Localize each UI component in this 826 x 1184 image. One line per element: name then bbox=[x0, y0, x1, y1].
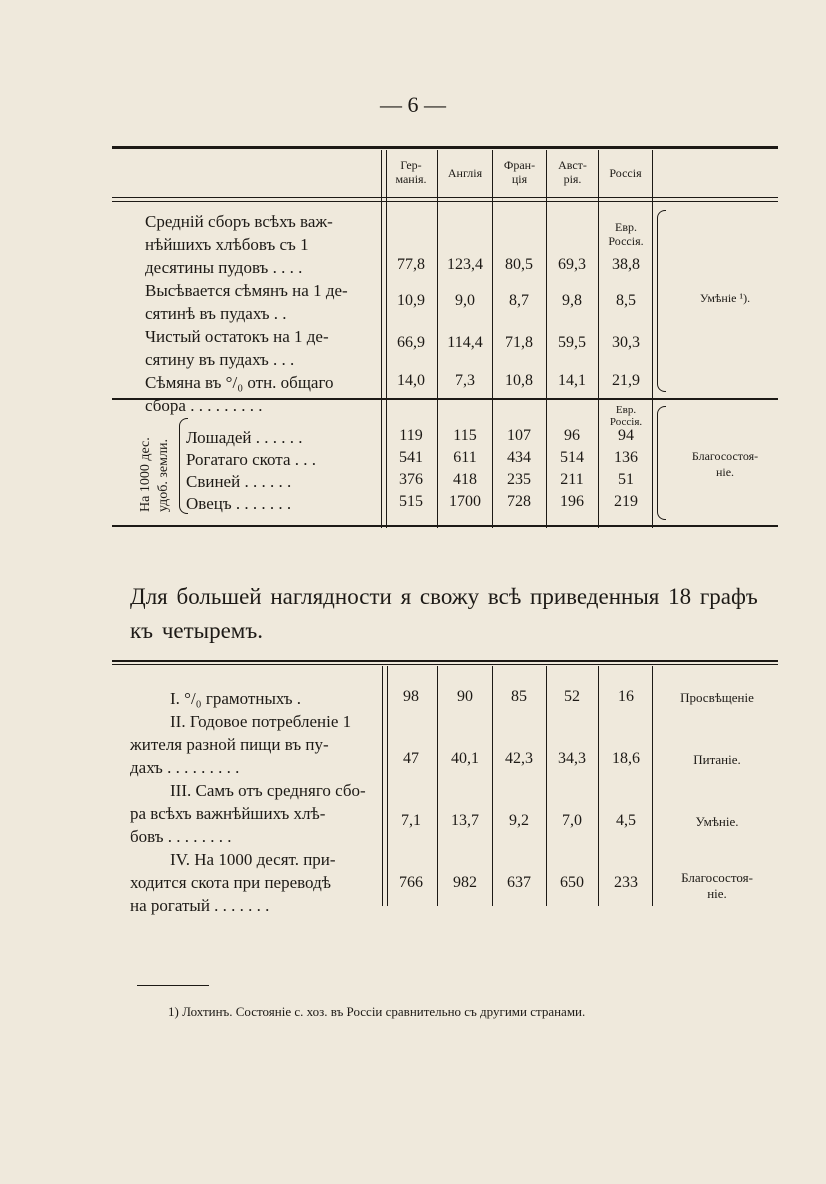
table-cell: 434 bbox=[507, 449, 531, 466]
table-cell: 94 bbox=[618, 427, 634, 444]
table-cell: 637 bbox=[507, 874, 531, 891]
row-label: Чистый остатокъ на 1 де- bbox=[145, 327, 329, 346]
footnote-rule bbox=[137, 985, 209, 986]
table-cell: 13,7 bbox=[451, 812, 479, 829]
column-header-england: Англія bbox=[447, 166, 483, 180]
row-label: Рогатаго скота . . . bbox=[186, 450, 316, 469]
table-cell: 136 bbox=[614, 449, 638, 466]
row-label: бовъ . . . . . . . . bbox=[130, 827, 232, 846]
table-cell: 123,4 bbox=[447, 256, 483, 273]
table-cell: 10,8 bbox=[505, 372, 533, 389]
footnote bbox=[168, 1004, 585, 1020]
header-rule-2 bbox=[112, 201, 778, 202]
row-label: II. Годовое потребленіе 1 bbox=[170, 712, 352, 731]
row-label: Средній сборъ всѣхъ важ- bbox=[145, 212, 333, 231]
table-cell: 119 bbox=[399, 427, 423, 444]
row-label: ра всѣхъ важнѣйшихъ хлѣ- bbox=[130, 804, 326, 823]
table-cell: 80,5 bbox=[505, 256, 533, 273]
table-cell: 219 bbox=[614, 493, 638, 510]
table-cell: 982 bbox=[453, 874, 477, 891]
column-header-france: Фран- ція bbox=[503, 158, 536, 186]
row-label: сятинѣ въ пудахъ . . bbox=[145, 304, 287, 323]
table-cell: 7,3 bbox=[455, 372, 475, 389]
table-cell: 728 bbox=[507, 493, 531, 510]
table-cell: 77,8 bbox=[397, 256, 425, 273]
table-cell: 8,7 bbox=[509, 292, 529, 309]
table-cell: 514 bbox=[560, 449, 584, 466]
table-cell: 21,9 bbox=[612, 372, 640, 389]
russia-note: Евр. Россія. bbox=[609, 404, 643, 428]
footnote-text: Лохтинъ. Состояніе с. хоз. въ Россіи сравнительно съ другими странами. bbox=[182, 1004, 586, 1019]
table-cell: 16 bbox=[618, 688, 634, 705]
row-label: Высѣвается сѣмянъ на 1 де- bbox=[145, 281, 348, 300]
table-cell: 376 bbox=[399, 471, 423, 488]
table-cell: 211 bbox=[560, 471, 584, 488]
column-header-russia: Россія bbox=[609, 166, 642, 180]
table-top-rule bbox=[112, 146, 778, 149]
row-label: IV. На 1000 десят. при- bbox=[170, 850, 336, 869]
row-label: Сѣмяна въ °/₀ отн. общаго bbox=[145, 373, 334, 392]
column-header-austria: Авст- рія. bbox=[558, 158, 587, 186]
table-cell: 107 bbox=[507, 427, 531, 444]
table-cell: 196 bbox=[560, 493, 584, 510]
table-top-rule-2 bbox=[112, 664, 778, 665]
column-header-germany: Гер- манія. bbox=[395, 158, 427, 186]
table-cell: 611 bbox=[453, 449, 477, 466]
side-label: удоб. земли. bbox=[156, 439, 171, 512]
table-cell: 90 bbox=[457, 688, 473, 705]
side-note: Благосостоя- ніе. bbox=[691, 449, 759, 479]
table-cell: 52 bbox=[564, 688, 580, 705]
table-cell: 9,0 bbox=[455, 292, 475, 309]
row-note: Благосостоя- ніе. bbox=[681, 870, 753, 901]
row-label: десятины пудовъ . . . . bbox=[145, 258, 303, 277]
row-label: Свиней . . . . . . bbox=[186, 472, 292, 491]
table-cell: 38,8 bbox=[612, 256, 640, 273]
table-cell: 59,5 bbox=[558, 334, 586, 351]
table-cell: 66,9 bbox=[397, 334, 425, 351]
table-cell: 7,1 bbox=[401, 812, 421, 829]
row-note: Просвѣщеніе bbox=[680, 690, 754, 705]
row-note: Умѣніе. bbox=[695, 814, 739, 829]
table-cell: 115 bbox=[453, 427, 477, 444]
table-cell: 14,0 bbox=[397, 372, 425, 389]
table-cell: 47 bbox=[403, 750, 419, 767]
side-label: На 1000 дес. bbox=[138, 437, 153, 512]
table-cell: 98 bbox=[403, 688, 419, 705]
table-cell: 9,8 bbox=[562, 292, 582, 309]
row-label: сбора . . . . . . . . . bbox=[145, 396, 263, 415]
table-cell: 650 bbox=[560, 874, 584, 891]
row-label: III. Самъ отъ средняго сбо- bbox=[170, 781, 366, 800]
table-cell: 14,1 bbox=[558, 372, 586, 389]
russia-note: Евр. Россія. bbox=[608, 220, 644, 248]
footnote-marker: 1) bbox=[168, 1004, 179, 1019]
header-rule bbox=[112, 197, 778, 198]
row-label: сятину въ пудахъ . . . bbox=[145, 350, 295, 369]
table-top-rule bbox=[112, 660, 778, 662]
table-cell: 10,9 bbox=[397, 292, 425, 309]
table-cell: 18,6 bbox=[612, 750, 640, 767]
brace bbox=[657, 210, 666, 392]
table-cell: 9,2 bbox=[509, 812, 529, 829]
row-label: I. °/₀ грамотныхъ . bbox=[170, 689, 302, 708]
row-label: на рогатый . . . . . . . bbox=[130, 896, 270, 915]
table-cell: 40,1 bbox=[451, 750, 479, 767]
row-label: Овецъ . . . . . . . bbox=[186, 494, 292, 513]
page-number: — 6 — bbox=[380, 92, 446, 117]
body-paragraph: Для большей наглядности я свожу всѣ приведенныя 18 графъ къ четыремъ. bbox=[130, 584, 758, 643]
table-cell: 233 bbox=[614, 874, 638, 891]
row-label: ходится скота при переводѣ bbox=[130, 873, 331, 892]
side-note: Умѣніе ¹). bbox=[699, 291, 751, 305]
table-cell: 515 bbox=[399, 493, 423, 510]
table-cell: 235 bbox=[507, 471, 531, 488]
table-bottom-rule bbox=[112, 525, 778, 527]
table-cell: 418 bbox=[453, 471, 477, 488]
table-cell: 85 bbox=[511, 688, 527, 705]
table-cell: 51 bbox=[618, 471, 634, 488]
table-cell: 7,0 bbox=[562, 812, 582, 829]
row-label: дахъ . . . . . . . . . bbox=[130, 758, 240, 777]
table-cell: 69,3 bbox=[558, 256, 586, 273]
table-cell: 8,5 bbox=[616, 292, 636, 309]
brace bbox=[657, 406, 666, 520]
row-label: нѣйшихъ хлѣбовъ съ 1 bbox=[145, 235, 309, 254]
table-cell: 4,5 bbox=[616, 812, 636, 829]
table-cell: 114,4 bbox=[447, 334, 483, 351]
table-cell: 1700 bbox=[449, 493, 481, 510]
table-cell: 96 bbox=[564, 427, 580, 444]
table-cell: 30,3 bbox=[612, 334, 640, 351]
table-cell: 766 bbox=[399, 874, 423, 891]
table-cell: 71,8 bbox=[505, 334, 533, 351]
table-cell: 42,3 bbox=[505, 750, 533, 767]
row-label: Лошадей . . . . . . bbox=[186, 428, 303, 447]
row-note: Питаніе. bbox=[693, 752, 741, 767]
table-cell: 34,3 bbox=[558, 750, 586, 767]
table-cell: 541 bbox=[399, 449, 423, 466]
row-label: жителя разной пищи въ пу- bbox=[130, 735, 329, 754]
